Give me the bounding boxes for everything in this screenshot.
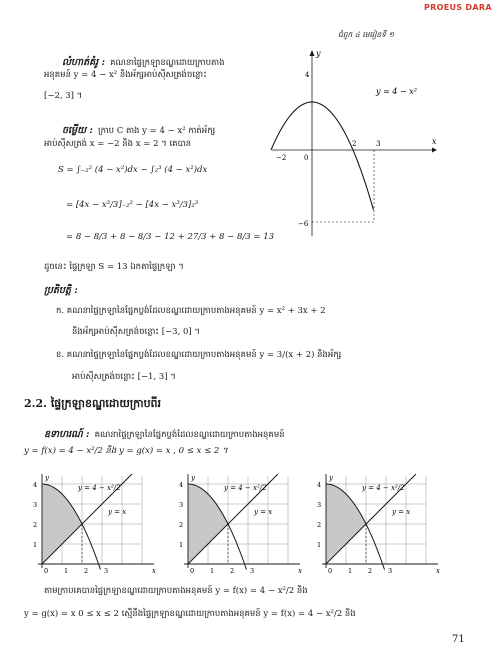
g-label: y = x <box>108 508 127 516</box>
solution <box>62 118 215 138</box>
tick-neg2: −2 <box>276 154 287 162</box>
brand-tag: PROEUS DARA <box>424 3 492 12</box>
x-tick-label: 0 <box>190 567 195 575</box>
x-tick-label: 3 <box>250 567 255 575</box>
y-axis-label: y <box>191 474 195 482</box>
x-tick-label: 3 <box>104 567 109 575</box>
tick-3: 3 <box>376 140 381 148</box>
exercise-a-line-1: ក. គណនាផ្ទៃក្រឡានៃផ្នែកប្លង់ដែលខណ្ឌដោយក្រាបតាងអនុគមន៍ y = x² + 3x + 2 <box>56 306 326 316</box>
f-label: y = 4 − x²/2 <box>78 484 121 492</box>
section-functions: y = f(x) = 4 − x²/2 និង y = g(x) = x , 0 ≤ x ≤ 2 ។ <box>24 446 228 456</box>
x-tick-label: 1 <box>210 567 215 575</box>
equation-1: S = ∫₋₂² (4 − x²)dx − ∫₂³ (4 − x²)dx <box>58 165 208 175</box>
y-axis-label: y <box>316 49 321 58</box>
g-label: y = x <box>254 508 273 516</box>
curve-label: y = 4 − x² <box>376 87 417 96</box>
footer-line-1: តាមក្រាបគេបានផ្ទៃក្រឡាខណ្ឌដោយក្រាបតាងអនុគមន៍ y = f(x) = 4 − x²/2 និង <box>44 586 308 596</box>
solution-line-2: អាប់ស៊ីសត្រង់ x = −2 និង x = 2 ។ គេបាន <box>44 139 192 149</box>
y-tick-label: 4 <box>33 481 38 489</box>
small-graph-2 <box>176 472 302 580</box>
y-tick-label: 4 <box>179 481 184 489</box>
equation-2: = [4x − x³/3]₋₂² − [4x − x³/3]₂³ <box>66 200 199 210</box>
tick-2: 2 <box>352 140 357 148</box>
x-tick-label: 2 <box>230 567 235 575</box>
section-example-text: គណនាផ្ទៃក្រឡានៃផ្នែកប្លង់ដែលខណ្ឌដោយក្រាបតាងអនុគមន៍ <box>94 430 285 440</box>
exercise-a-line-2: និងអ័ក្សអាប់ស៊ីសត្រង់ចន្លោះ [−3, 0] ។ <box>72 327 201 337</box>
chapter-header: ជំពូក ៤ មេរៀនទី ១ <box>338 30 395 39</box>
section-example-label: ឧទាហរណ៍ : <box>44 429 90 440</box>
footer-line-2: y = g(x) = x 0 ≤ x ≤ 2 ស្មើនឹងផ្ទៃក្រឡាខណ្ឌដោយក្រាបតាងអនុគមន៍ y = f(x) = 4 − x²/2 និង <box>24 609 356 619</box>
x-axis-label: x <box>436 567 440 575</box>
solution-label: ចម្លើយ : <box>62 125 93 136</box>
tick-4: 4 <box>305 71 310 79</box>
page-number: 71 <box>452 634 465 645</box>
tick-0: 0 <box>304 154 309 162</box>
x-axis-arrow <box>432 148 437 153</box>
x-axis-label: x <box>432 137 437 146</box>
x-tick-label: 0 <box>328 567 333 575</box>
example-problem <box>62 50 225 70</box>
parabola-graph <box>268 44 440 240</box>
g-label: y = x <box>392 508 411 516</box>
y-tick-label: 1 <box>33 541 38 549</box>
section-heading <box>24 397 161 413</box>
small-graph-2-svg <box>176 472 302 576</box>
equation-3: = 8 − 8/3 + 8 − 8/3 − 12 + 27/3 + 8 − 8/3 = 13 <box>66 232 275 242</box>
y-tick-label: 1 <box>179 541 184 549</box>
exercises-label: ប្រតិបត្តិ : <box>44 285 78 296</box>
problem-line-1: គណនាផ្ទៃក្រឡាខណ្ឌដោយក្រាបតាង <box>110 58 225 68</box>
y-tick-label: 2 <box>179 521 184 529</box>
x-tick-label: 0 <box>44 567 49 575</box>
y-tick-label: 4 <box>317 481 322 489</box>
example-label: លំហាត់គំរូ : <box>62 57 105 68</box>
section-title: ផ្ទៃក្រឡាខណ្ឌដោយក្រាបពីរ <box>50 397 162 410</box>
x-tick-label: 1 <box>348 567 353 575</box>
problem-line-3: [−2, 3] ។ <box>44 91 83 101</box>
x-tick-label: 3 <box>388 567 393 575</box>
exercise-b-line-2: អាប់ស៊ីសត្រង់ចន្លោះ [−1, 3] ។ <box>72 372 176 382</box>
y-tick-label: 2 <box>317 521 322 529</box>
tick-neg6: −6 <box>298 220 309 228</box>
small-graph-1 <box>30 472 156 580</box>
y-tick-label: 3 <box>33 501 38 509</box>
y-tick-label: 3 <box>317 501 322 509</box>
y-tick-label: 2 <box>33 521 38 529</box>
y-axis-arrow <box>310 50 315 56</box>
x-axis-label: x <box>298 567 302 575</box>
solution-line-1: ក្រាប C តាង y = 4 − x² កាត់អ័ក្ស <box>98 126 216 136</box>
small-graph-1-svg <box>30 472 156 576</box>
small-graph-3-svg <box>314 472 440 576</box>
conclusion: ដូចនេះ ផ្ទៃក្រឡា S = 13 ឯកតាផ្ទៃក្រឡា ។ <box>44 262 184 272</box>
small-graph-3 <box>314 472 440 580</box>
section-number: 2.2. <box>24 397 47 410</box>
exercise-b-line-1: ខ. គណនាផ្ទៃក្រឡានៃផ្នែកប្លង់ដែលខណ្ឌដោយក្រាបតាងអនុគមន៍ y = 3/(x + 2) និងអ័ក្ស <box>56 350 342 360</box>
y-tick-label: 1 <box>317 541 322 549</box>
f-label: y = 4 − x²/2 <box>224 484 267 492</box>
x-tick-label: 1 <box>64 567 69 575</box>
section-example <box>44 422 285 442</box>
y-axis-label: y <box>329 474 333 482</box>
x-axis-label: x <box>152 567 156 575</box>
parabola-curve <box>271 102 374 210</box>
x-tick-label: 2 <box>84 567 89 575</box>
f-label: y = 4 − x²/2 <box>362 484 405 492</box>
problem-line-2: អនុគមន៍ y = 4 − x² និងអ័ក្សអាប់ស៊ីសត្រង់ចន្លោះ <box>44 70 207 80</box>
y-tick-label: 3 <box>179 501 184 509</box>
y-axis-label: y <box>45 474 49 482</box>
x-tick-label: 2 <box>368 567 373 575</box>
